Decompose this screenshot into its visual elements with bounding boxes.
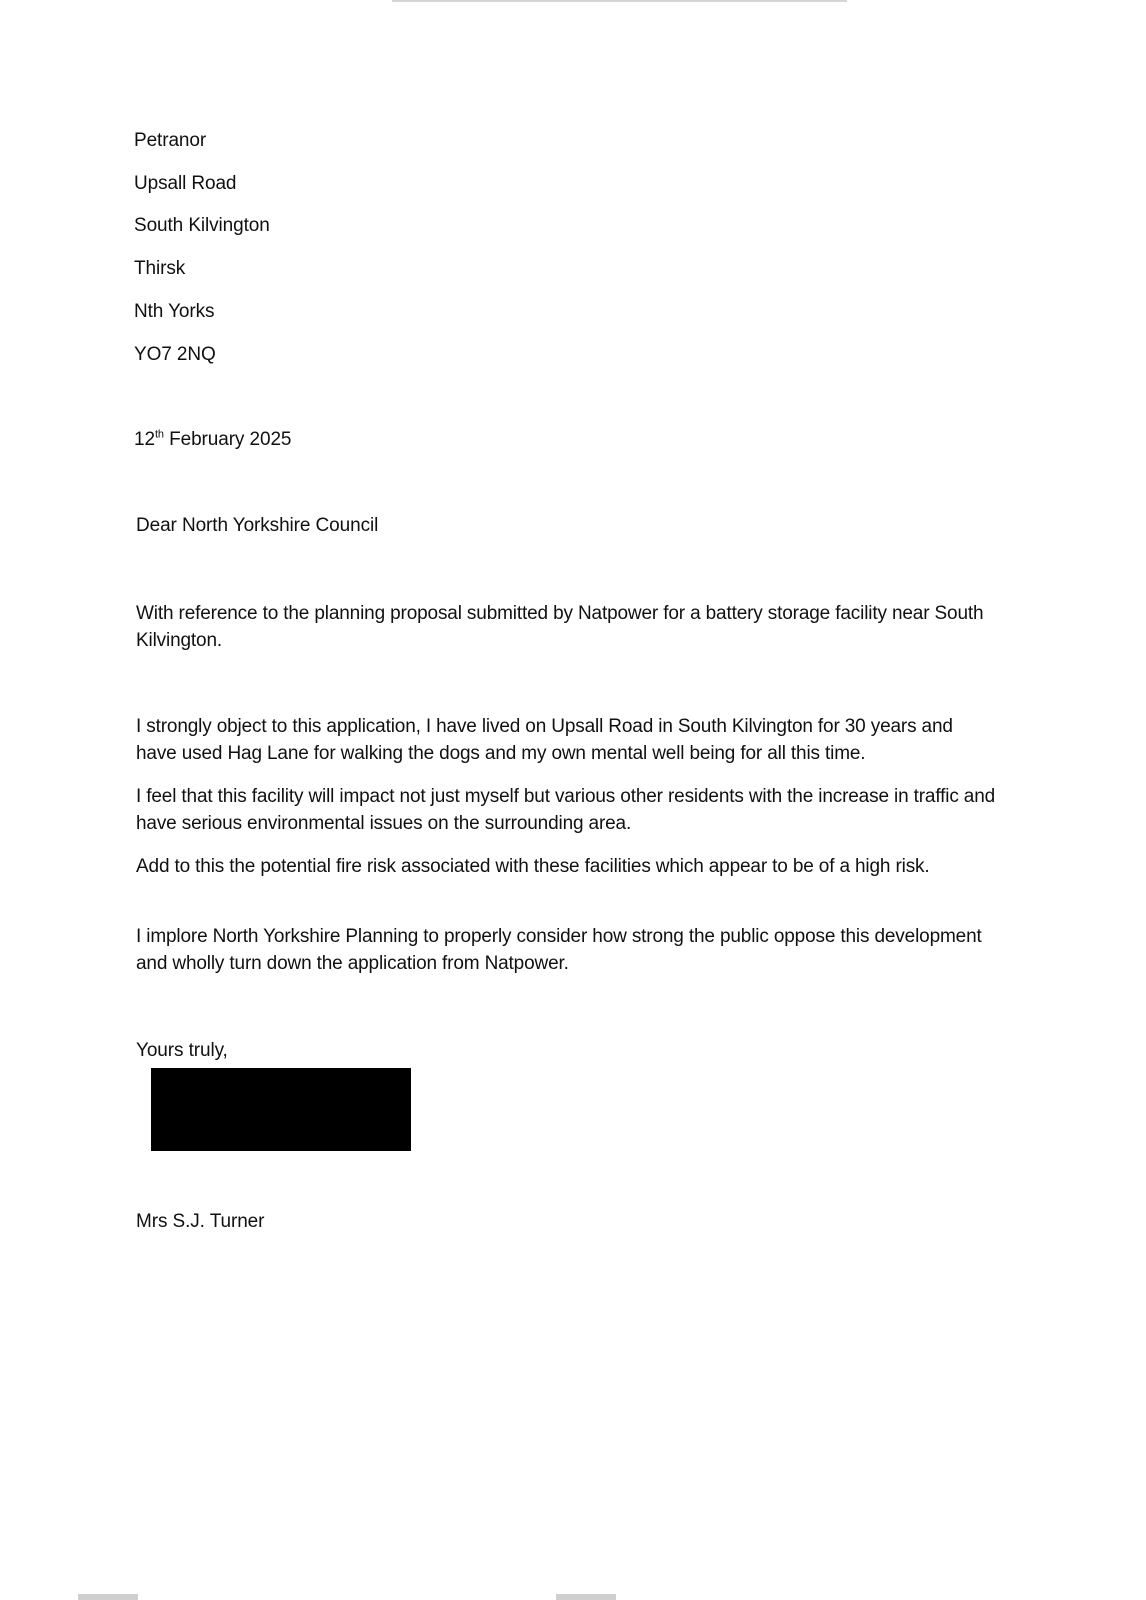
scan-artifact-bottom-left xyxy=(78,1594,138,1600)
body-paragraph-5: I implore North Yorkshire Planning to properly consider how strong the public oppose this development and wholly turn down the application from Natpower. xyxy=(136,926,982,974)
date-suffix: th xyxy=(154,428,164,441)
address-line-4: Thirsk xyxy=(134,258,186,279)
signature-redaction xyxy=(151,1068,411,1151)
address-line-2: Upsall Road xyxy=(134,173,237,194)
address-line-6: YO7 2NQ xyxy=(134,344,216,365)
body-paragraph-1: With reference to the planning proposal submitted by Natpower for a battery storage facility near South Kilvington. xyxy=(136,603,984,651)
salutation: Dear North Yorkshire Council xyxy=(136,515,379,536)
address-line-1: Petranor xyxy=(134,130,207,151)
address-line-3: South Kilvington xyxy=(134,215,270,236)
date-rest: February 2025 xyxy=(163,429,292,450)
signatory-name: Mrs S.J. Turner xyxy=(136,1211,265,1232)
address-line-5: Nth Yorks xyxy=(134,301,215,322)
body-paragraph-4: Add to this the potential fire risk associated with these facilities which appear to be of a high risk. xyxy=(136,856,930,877)
closing: Yours truly, xyxy=(136,1040,228,1061)
scan-artifact-top xyxy=(392,0,847,2)
scan-artifact-bottom-center xyxy=(556,1594,616,1600)
body-paragraph-3: I feel that this facility will impact not just myself but various other residents with the increase in traffic and have serious environmental issues on the surrounding area. xyxy=(136,786,996,834)
body-paragraph-2: I strongly object to this application, I have lived on Upsall Road in South Kilvington for 30 years and have used Hag Lane for walking the dogs and my own mental well being for all this time. xyxy=(136,716,953,764)
date-day: 12 xyxy=(134,429,155,450)
letter-date xyxy=(134,429,291,451)
